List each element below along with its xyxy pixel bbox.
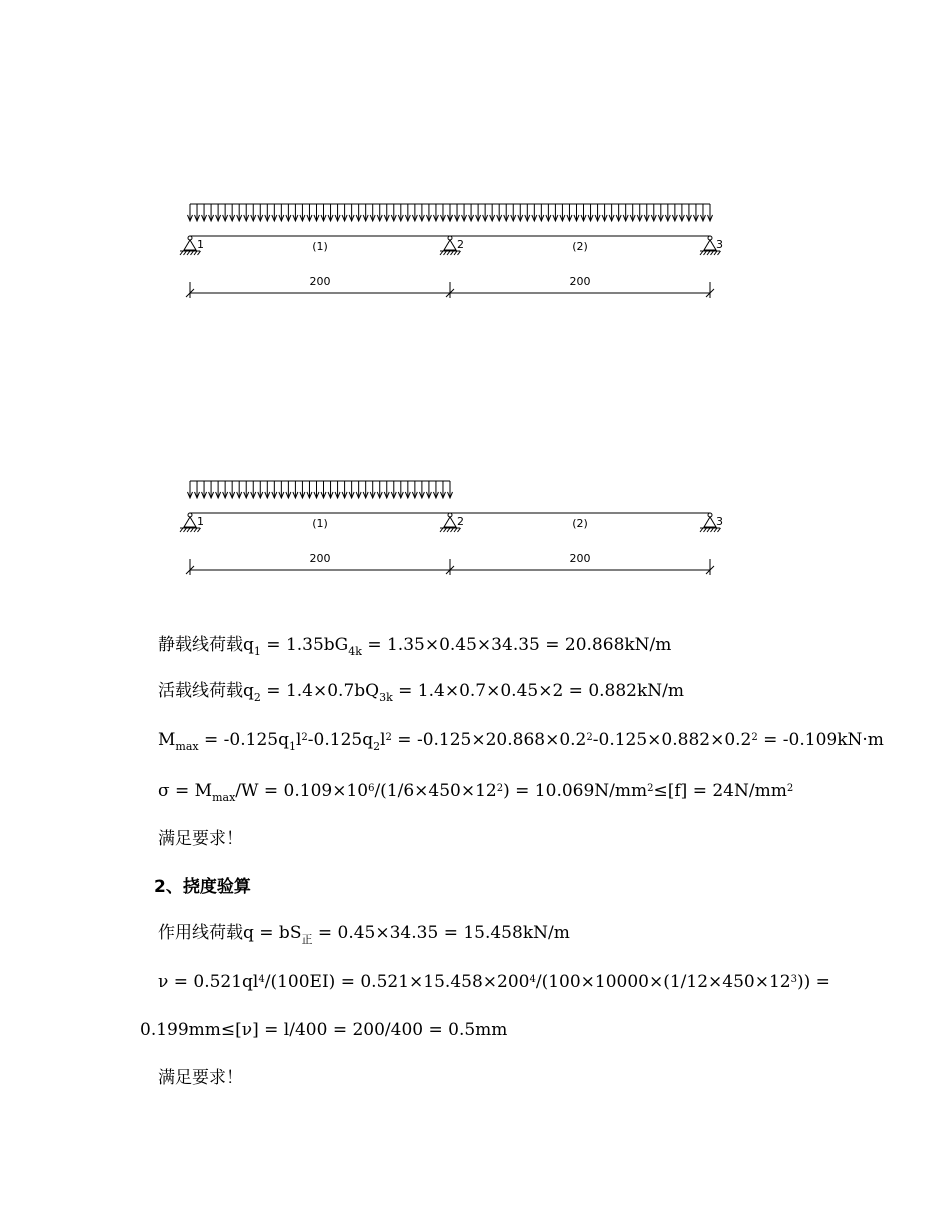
sigma-formula: σ = M — [158, 781, 213, 801]
supports — [180, 236, 721, 255]
dimension-ticks — [186, 282, 714, 298]
stress-result: ) = 10.069N/mm — [503, 781, 648, 801]
beam-diagram-partial-load — [170, 475, 730, 575]
working-load-formula: q = bS — [243, 923, 302, 943]
section-heading-deflection: 2、挠度验算 — [154, 877, 251, 897]
deflection-calc-2: /(100×10000×(1/12×450×12 — [535, 972, 791, 992]
node-label-2: 2 — [457, 238, 464, 251]
dead-load-formula: = 1.35bG — [260, 635, 349, 655]
square-superscript: 2 — [301, 732, 308, 743]
live-load-line — [158, 680, 684, 702]
beam-diagram-full-load — [170, 198, 730, 298]
square-superscript: 2 — [751, 732, 758, 743]
span-label-1: (1) — [312, 517, 328, 530]
cube-superscript: 3 — [790, 974, 797, 985]
span-length-2: 200 — [569, 275, 591, 288]
dead-load-line — [158, 634, 671, 656]
dead-load-result: = 1.35×0.45×34.35 = 20.868kN/m — [361, 635, 672, 655]
max-subscript: max — [212, 791, 236, 804]
q1-subscript: 1 — [288, 740, 296, 753]
deflection-formula: ν = 0.521ql — [158, 972, 259, 992]
node-label-1: 1 — [197, 238, 204, 251]
node-label-2: 2 — [457, 515, 464, 528]
q1-symbol: q — [243, 635, 254, 655]
square-superscript: 2 — [385, 732, 392, 743]
q2-subscript: 2 — [373, 740, 381, 753]
span-length-1: 200 — [309, 275, 331, 288]
m-symbol: M — [158, 730, 176, 750]
span-label-1: (1) — [312, 240, 328, 253]
fourth-power-superscript: 4 — [529, 974, 536, 985]
g4k-subscript: 4k — [348, 645, 362, 658]
live-load-formula: = 1.4×0.7bQ — [260, 681, 380, 701]
square-superscript: 2 — [786, 783, 794, 794]
zheng-subscript: 正 — [301, 933, 313, 946]
span-length-2: 200 — [569, 552, 591, 565]
requirement-met-1: 满足要求！ — [158, 829, 243, 849]
working-load-result: = 0.45×34.35 = 15.458kN/m — [312, 923, 570, 943]
deflection-calc-end: )) = — [796, 972, 830, 992]
moment-result: = -0.109kN·m — [757, 730, 884, 750]
q2-symbol: q — [243, 681, 254, 701]
deflection-line — [158, 971, 830, 993]
exponent-superscript: 6 — [368, 783, 375, 794]
working-load-label: 作用线荷载 — [158, 923, 243, 943]
stress-calc-2: /(1/6×450×12 — [374, 781, 497, 801]
q1-subscript: 1 — [253, 645, 261, 658]
moment-term-1: = -0.125q — [198, 730, 289, 750]
node-label-1: 1 — [197, 515, 204, 528]
deflection-calc-1: /(100EI) = 0.521×15.458×200 — [264, 972, 530, 992]
span-length-1: 200 — [309, 552, 331, 565]
moment-calc-1: = -0.125×20.868×0.2 — [391, 730, 587, 750]
square-superscript: 2 — [647, 783, 654, 794]
node-label-3: 3 — [716, 238, 723, 251]
node-label-3: 3 — [716, 515, 723, 528]
stress-calc-1: /W = 0.109×10 — [235, 781, 369, 801]
supports — [180, 513, 721, 532]
stress-line — [158, 780, 793, 802]
fourth-power-superscript: 4 — [258, 974, 265, 985]
l-symbol: l — [380, 730, 386, 750]
moment-line — [158, 729, 884, 751]
requirement-met-2: 满足要求！ — [158, 1068, 243, 1088]
dead-load-label: 静载线荷载 — [158, 635, 243, 655]
l-symbol: l — [295, 730, 302, 750]
moment-term-2: -0.125q — [307, 730, 374, 750]
working-load-line — [158, 922, 570, 944]
distributed-load-arrows — [188, 481, 453, 498]
distributed-load-arrows — [188, 204, 713, 221]
q2-subscript: 2 — [253, 691, 261, 704]
live-load-label: 活载线荷载 — [158, 681, 243, 701]
moment-calc-2: -0.125×0.882×0.2 — [592, 730, 752, 750]
square-superscript: 2 — [586, 732, 593, 743]
dimension-ticks — [186, 559, 714, 575]
span-label-2: (2) — [572, 517, 588, 530]
square-superscript: 2 — [496, 783, 504, 794]
live-load-result: = 1.4×0.7×0.45×2 = 0.882kN/m — [392, 681, 685, 701]
stress-limit: ≤[f] = 24N/mm — [653, 781, 787, 801]
max-subscript: max — [175, 740, 199, 753]
q3k-subscript: 3k — [379, 691, 393, 704]
deflection-result-line: 0.199mm≤[ν] = l/400 = 200/400 = 0.5mm — [140, 1020, 508, 1040]
span-label-2: (2) — [572, 240, 588, 253]
